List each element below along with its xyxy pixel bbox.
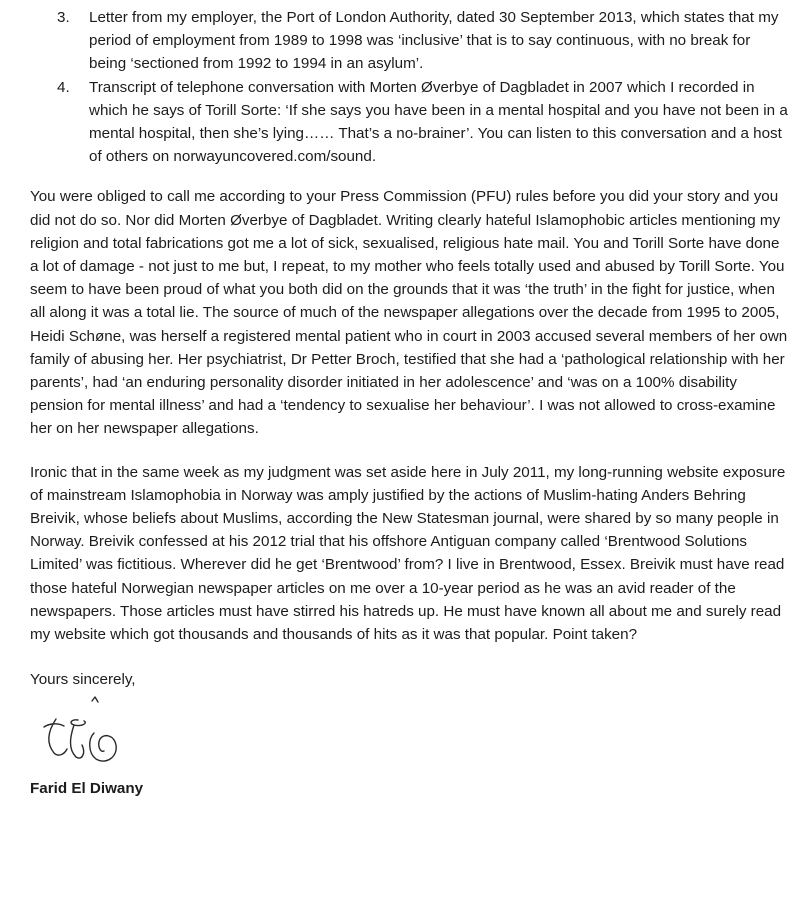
list-item [30, 6, 788, 76]
body-paragraph: You were obliged to call me according to your Press Commission (PFU) rules before you did your story and you did not do so. Nor did Morten Øverbye of Dagbladet. Writing clearly hateful Islamophobic articles mentioning my religion and total fabrications got me a lot of sick, sexualised, religious hate mail. You and Torill Sorte have done a lot of damage - not just to me but, I repeat, to my mother who feels totally used and abused by Torill Sorte. You seem to have been proud of what you both did on the grounds that it was ‘the truth’ in the fight for justice, when all along it was a total lie. The source of much of the newspaper allegations over the decade from 1995 to 2005, Heidi Schøne, was herself a registered mental patient who in court in 2003 accused several members of her own family of abusing her. Her psychiatrist, Dr Petter Broch, testified that she had a ‘pathological relationship with her parents’, had ‘an enduring personality disorder initiated in her adolescence’ and ‘was on a 100% disability pension for mental illness’ and had a ‘tendency to sexualise her behaviour’. I was not allowed to cross-examine her on her newspaper allegations. [30, 188, 788, 438]
closing-salutation: Yours sincerely, [30, 671, 136, 689]
letter-page [30, 6, 788, 801]
handwritten-signature [34, 693, 144, 773]
signer-name: Farid El Diwany [30, 780, 144, 798]
list-item-text: Letter from my employer, the Port of London Authority, dated 30 September 2013, which states that my period of employment from 1989 to 1998 was ‘inclusive’ that is to say continuous, with no break for being ‘sectioned from 1992 to 1994 in an asylum’. [89, 9, 779, 73]
list-number: 3. [57, 9, 70, 26]
body-paragraph: Ironic that in the same week as my judgment was set aside here in July 2011, my long-running website exposure of mainstream Islamophobia in Norway was amply justified by the actions of Muslim-hating Anders Behring Breivik, whose beliefs about Muslims, according the New Statesman journal, were shared by so many people in Norway. Breivik confessed at his 2012 trial that his offshore Antiguan company called ‘Brentwood Solutions Limited’ was fictitious. Wherever did he get ‘Brentwood’ from? I live in Brentwood, Essex. Breivik must have read those hateful Norwegian newspaper articles on me over a 10-year period as he was an avid reader of the newspapers. Those articles must have stirred his hatreds up. He must have known all about me and surely read my website which got thousands and thousands of hits as it was that popular. Point taken? [30, 463, 786, 644]
list-number: 4. [57, 78, 70, 96]
enclosure-list [30, 6, 788, 168]
list-item-text: Transcript of telephone conversation with Morten Øverbye of Dagbladet in 2007 which I recorded in which he says of Torill Sorte: ‘If she says you have been in a mental hospital and you have not been in a mental hospital, then she’s lying…… That’s a no-brainer’. You can listen to this conversation and a host of others on norwayuncovered.com/sound. [89, 78, 788, 166]
list-item [30, 76, 788, 169]
